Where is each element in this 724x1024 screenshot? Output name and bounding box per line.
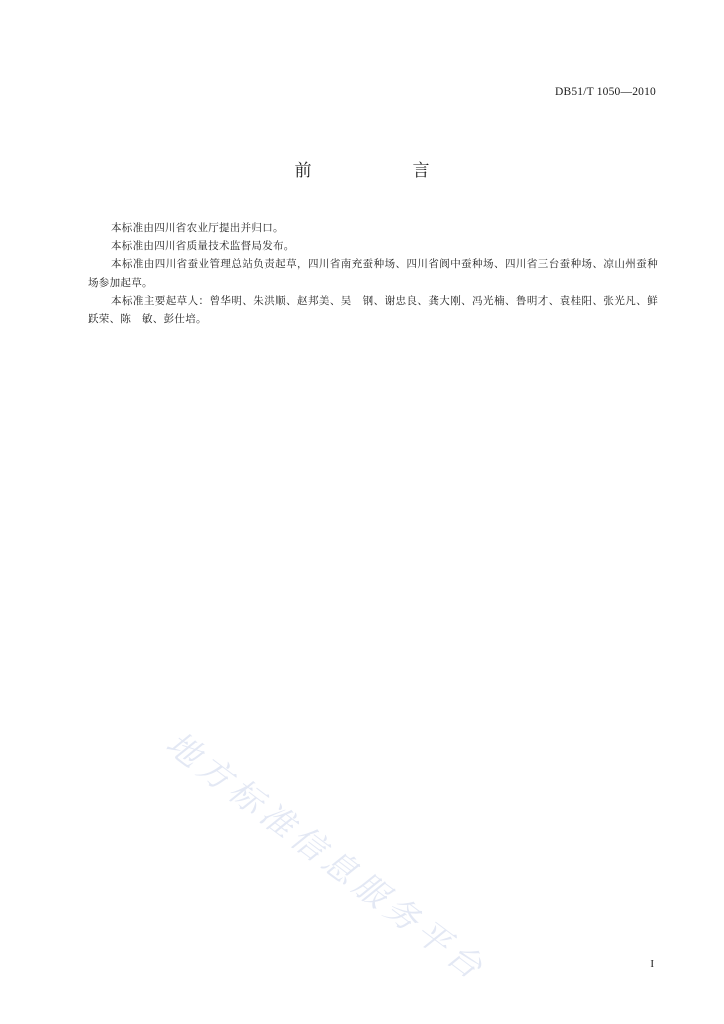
paragraph-drafting-units: 本标准由四川省蚕业管理总站负责起草，四川省南充蚕种场、四川省阆中蚕种场、四川省三台蚕种场、凉山州蚕种场参加起草。 xyxy=(88,258,658,289)
paragraph-publisher: 本标准由四川省质量技术监督局发布。 xyxy=(111,240,295,253)
section-title: 前 言 xyxy=(294,161,472,181)
document-code: DB51/T 1050—2010 xyxy=(554,86,656,98)
watermark: 地方标准信息服务平台 xyxy=(159,723,494,990)
paragraph-drafters: 本标准主要起草人：曾华明、朱洪顺、赵邦美、吴 钢、谢忠良、龚大刚、冯光楠、鲁明才、袁桂阳、张光凡、鲜跃荣、陈 敏、彭仕培。 xyxy=(88,294,658,326)
page-number: I xyxy=(650,958,654,970)
paragraph-proposer: 本标准由四川省农业厅提出并归口。 xyxy=(111,222,284,234)
foreword-body xyxy=(88,219,658,328)
